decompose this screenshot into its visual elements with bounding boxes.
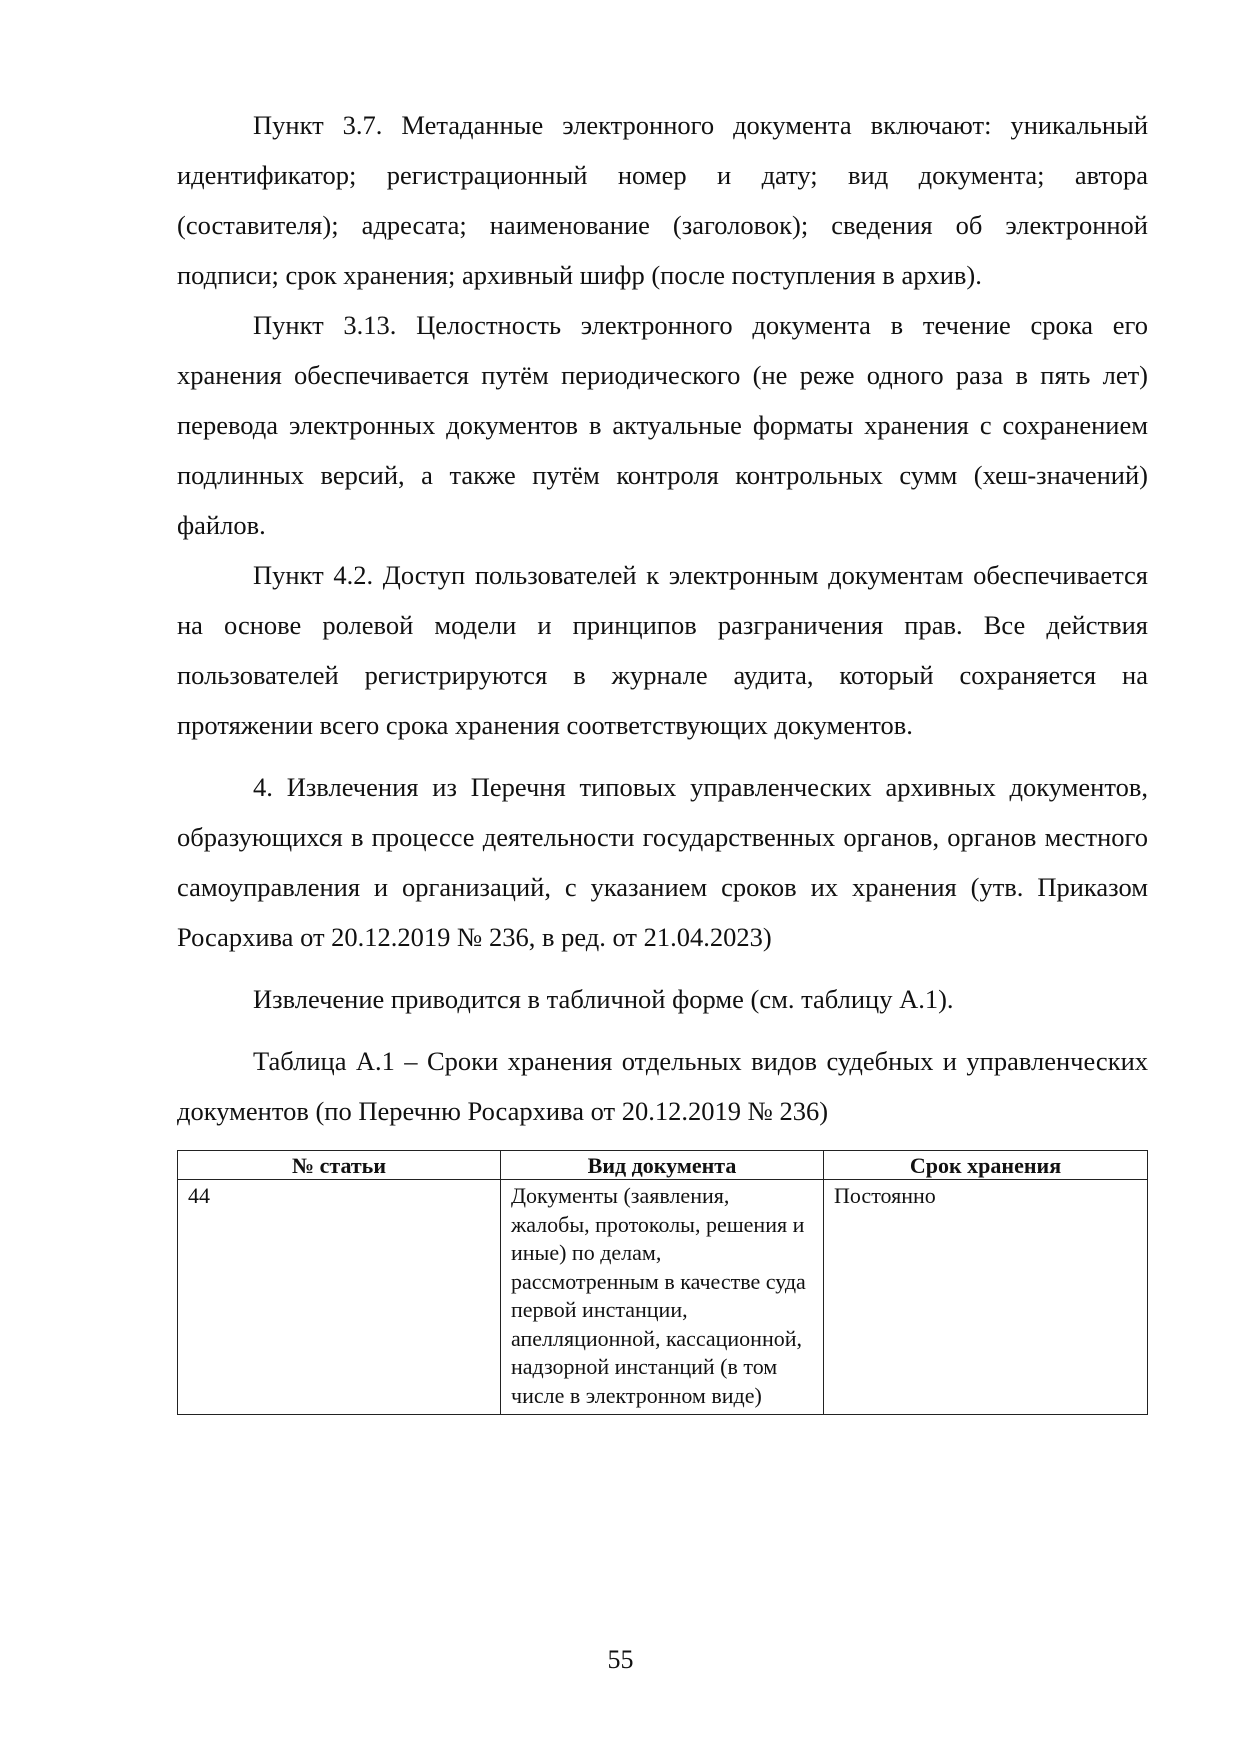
paragraph-clause-3-7: Пункт 3.7. Метаданные электронного документа включают: уникальный идентификатор; регистрационный номер и дату; вид документа; автора (составителя); адресата; наименование (заголовок); сведения об электронной подписи; срок хранения; архивный шифр (после поступления в архив). xyxy=(177,110,1148,290)
paragraph-clause-3-13: Пункт 3.13. Целостность электронного документа в течение срока его хранения обеспечивается путём периодического (не реже одного раза в пять лет) перевода электронных документов в актуальные форматы хранения с сохранением подлинных версий, а также путём контроля контрольных сумм (хеш-значений) файлов. xyxy=(177,310,1148,540)
paragraph-section-4-extract: 4. Извлечения из Перечня типовых управленческих архивных документов, образующихся в процессе деятельности государственных органов, органов местного самоуправления и организаций, с указанием сроков их хранения (утв. Приказом Росархива от 20.12.2019 № 236, в ред. от 21.04.2023) xyxy=(177,772,1148,952)
paragraph-clause-4-2: Пункт 4.2. Доступ пользователей к электронным документам обеспечивается на основе ролевой модели и принципов разграничения прав. Все действия пользователей регистрируются в журнале аудита, который сохраняется на протяжении всего срока хранения соответствующих документов. xyxy=(177,560,1148,740)
header-retention-period: Срок хранения xyxy=(824,1151,1148,1180)
page-number: 55 xyxy=(607,1645,634,1674)
table-header-row xyxy=(178,1151,1148,1180)
cell-retention-period: Постоянно xyxy=(824,1180,1148,1415)
document-page xyxy=(177,100,1148,1415)
header-document-type: Вид документа xyxy=(501,1151,824,1180)
retention-table xyxy=(177,1150,1148,1415)
table-caption: Таблица А.1 – Сроки хранения отдельных видов судебных и управленческих документов (по Перечню Росархива от 20.12.2019 № 236) xyxy=(177,1046,1148,1126)
cell-document-type: Документы (заявления, жалобы, протоколы, решения и иные) по делам, рассмотренным в качестве суда первой инстанции, апелляционной, кассационной, надзорной инстанций (в том числе в электронном виде) xyxy=(501,1180,824,1415)
cell-article-number: 44 xyxy=(178,1180,501,1415)
header-article-number: № статьи xyxy=(178,1151,501,1180)
table-row xyxy=(178,1180,1148,1415)
paragraph-table-reference: Извлечение приводится в табличной форме (см. таблицу А.1). xyxy=(253,984,954,1014)
